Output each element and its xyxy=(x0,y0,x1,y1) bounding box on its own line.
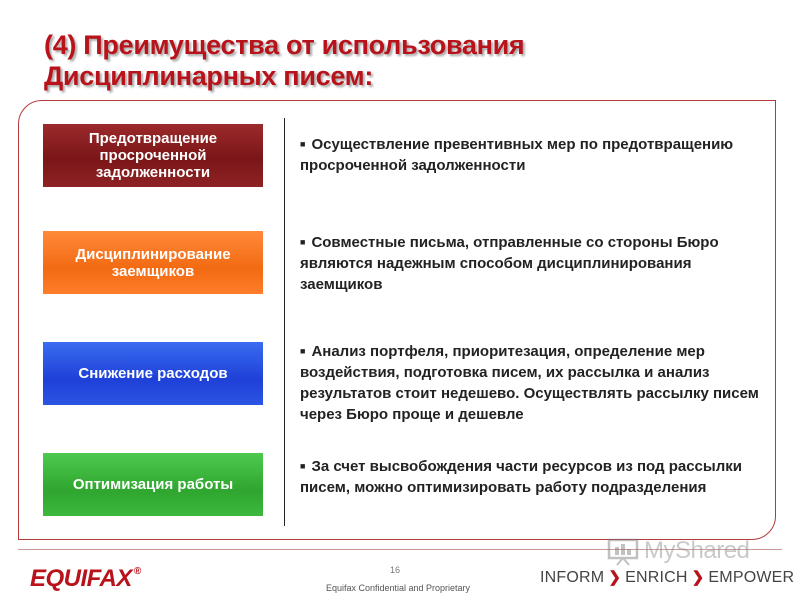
benefit-label-text: Предотвращение просроченной задолженности xyxy=(88,130,218,181)
square-bullet-icon: ■ xyxy=(300,139,306,149)
confidential-notice: Equifax Confidential and Proprietary xyxy=(325,583,471,593)
title-line-1: (4) Преимущества от использования xyxy=(44,30,525,60)
chevron-right-icon: ❯ xyxy=(691,569,705,586)
tagline xyxy=(540,568,794,587)
presentation-screen-icon xyxy=(606,536,640,566)
square-bullet-icon: ■ xyxy=(300,237,306,247)
benefit-description xyxy=(300,232,770,295)
benefit-description-text: Совместные письма, отправленные со стороны Бюро являются надежным способом дисциплинирования заемщиков xyxy=(300,234,719,293)
benefit-description-text: За счет высвобождения части ресурсов из под рассылки писем, можно оптимизировать работу подразделения xyxy=(300,458,742,496)
watermark-text: MyShared xyxy=(644,537,750,564)
square-bullet-icon: ■ xyxy=(300,346,306,356)
tagline-enrich: ENRICH xyxy=(625,569,688,586)
benefit-label-prevention xyxy=(43,124,263,187)
benefit-label-text: Оптимизация работы xyxy=(72,476,234,493)
benefit-description-text: Анализ портфеля, приоритезация, определение мер воздействия, подготовка писем, их рассылка и анализ результатов стоит недешево. Осуществлять рассылку писем через Бюро проще и дешевле xyxy=(300,343,759,423)
benefit-label-text: Дисциплинирование заемщиков xyxy=(75,245,231,280)
tagline-empower: EMPOWER xyxy=(708,569,795,586)
page-title xyxy=(44,30,524,92)
page-number: 16 xyxy=(389,565,400,575)
benefit-label-text: Снижение расходов xyxy=(78,365,228,382)
chevron-right-icon: ❯ xyxy=(608,569,622,586)
equifax-logo xyxy=(30,565,141,593)
benefit-label-discipline xyxy=(43,231,263,294)
benefit-label-cost-reduction xyxy=(43,342,263,405)
registered-mark: ® xyxy=(133,566,141,577)
benefit-description xyxy=(300,134,770,176)
logo-text: EQUIFAX xyxy=(30,565,132,592)
title-line-2: Дисциплинарных писем: xyxy=(44,61,374,91)
watermark xyxy=(606,536,749,566)
tagline-inform: INFORM xyxy=(540,569,605,586)
benefit-description xyxy=(300,341,770,425)
square-bullet-icon: ■ xyxy=(300,461,306,471)
benefit-description-text: Осуществление превентивных мер по предотвращению просроченной задолженности xyxy=(300,136,734,174)
benefit-label-optimization xyxy=(43,453,263,516)
column-divider xyxy=(284,118,285,526)
benefit-description xyxy=(300,456,770,498)
